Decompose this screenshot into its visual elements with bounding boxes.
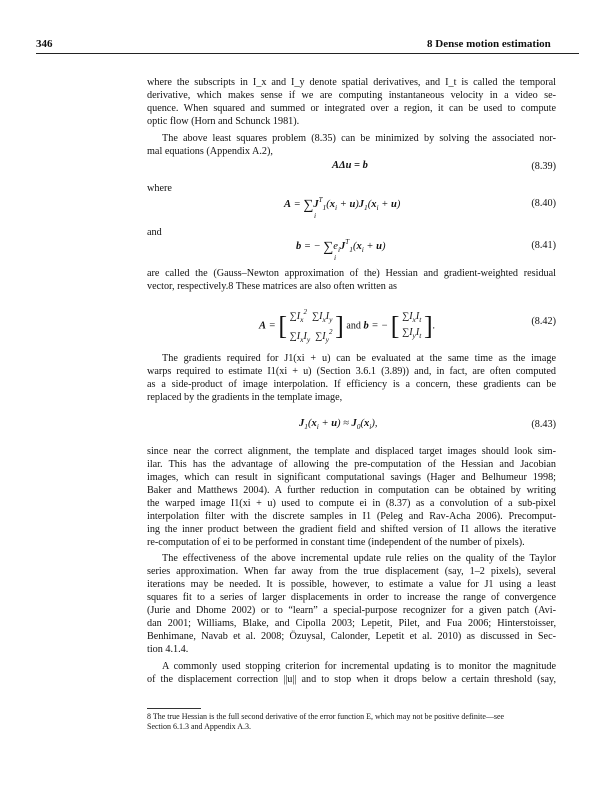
text-line: (Jurie and Dhome 2002) or to “learn” a special-purpose recognizer for a given patch (Avi- xyxy=(147,605,556,616)
text-line: series approximation. When far away from the true displacement (say, 1–2 pixels), several xyxy=(147,566,556,577)
text-line: The gradients required for J1(xi + u) can be evaluated at the same time as the image xyxy=(162,353,556,364)
text-line: images, which can result in significant computational savings (Hager and Belhumeur 1998; xyxy=(147,472,556,483)
text-line: warps required to estimate I1(xi + u) (Section 3.6.1 (3.89)) and, in fact, are often computed xyxy=(147,366,556,377)
text-line: squares fit to a series of larger displacements in order to increase the range of convergence xyxy=(147,592,556,603)
equation-number: (8.39) xyxy=(531,161,556,172)
text-line: re-computation of ei to be performed in constant time (independent of the number of pixels). xyxy=(147,537,525,548)
text-line: vector, respectively.8 These matrices are also often written as xyxy=(147,281,397,292)
text-line: tion 4.1.4. xyxy=(147,644,189,655)
text-line: mal equations (Appendix A.2), xyxy=(147,146,273,157)
text-line: quence. When squared and summed or integrated over a region, it can be used to compute xyxy=(147,103,556,114)
text-line: Benhimane, Navab et al. 2008; Özuysal, Calonder, Lepetit et al. 2010) as discussed in Sec- xyxy=(147,631,556,642)
and-text: and xyxy=(346,320,361,332)
text-line: are called the (Gauss–Newton approximation of the) Hessian and gradient-weighted residual xyxy=(147,268,556,279)
footnote-line: 8 The true Hessian is the full second derivative of the error function E, which may not be positive definite—see xyxy=(147,712,505,721)
text-line: the warped image I1(xi + u) used to compute ei in (8.37) as a convolution of a sub-pixel xyxy=(147,498,556,509)
header-rule xyxy=(36,53,579,54)
text-line: dan 2001; Williams, Blake, and Cipolla 2003; Lepetit, Pilet, and Fua 2006; Hinterstoisser, xyxy=(147,618,556,629)
equation-number: (8.42) xyxy=(531,316,556,327)
text-line: A commonly used stopping criterion for incremental updating is to monitor the magnitude xyxy=(162,661,556,672)
text-line: derivative, which makes sense if we are computing instantaneous velocity in a video se- xyxy=(147,90,556,101)
equation-number: (8.40) xyxy=(531,198,556,209)
footnote-line: Section 6.1.3 and Appendix A.3. xyxy=(147,722,251,731)
equation-number: (8.43) xyxy=(531,419,556,430)
text-line: as a side-product of image interpolation. If efficiency is a concern, these gradients can be xyxy=(147,379,556,390)
text-line: iterations may be needed. It is possible, however, to estimate a value for J1 using a least xyxy=(147,579,556,590)
and-label: and xyxy=(147,227,162,238)
equation-8-42: A = [ $\sum I_x^2$ $\sum I_xI_y$ $\sum I_xI_y$ $\sum I_y^2$ ] and b = − [ $\sum I_xI_t$ $\sum I_yI_t$ ]. xyxy=(259,308,436,344)
text-line: ilar. This has the advantage of allowing the pre-computation of the Hessian and Jacobian xyxy=(147,459,556,470)
equation-number: (8.41) xyxy=(531,240,556,251)
text-line: since near the correct alignment, the template and displaced target images should look sim- xyxy=(147,446,556,457)
text-line: where the subscripts in I_x and I_y denote spatial derivatives, and I_t is called the temporal xyxy=(147,77,556,88)
equation-8-40: $A = \sum J^T_1(x_i + u)J_1(x_i + u)$ i xyxy=(284,196,401,220)
text-line: replaced by the gradients in the template image, xyxy=(147,392,343,403)
text-line: Baker and Matthews 2004). A further reduction in computation can be obtained by writing xyxy=(147,485,556,496)
text-line: ing the inner product between the gradient field and shifted version of I1 allows the iterative xyxy=(147,524,556,535)
text-line: The effectiveness of the above incremental update rule relies on the quality of the Taylor xyxy=(162,553,556,564)
equation-8-41: b = − $\sum e_iJ^T_1(x_i + u)$ i xyxy=(296,238,386,262)
equation-8-39: AΔu = b xyxy=(332,160,368,171)
equation-8-43: $J_1(x_i + u) \approx J_0(x_i)$, xyxy=(299,418,378,431)
text-line: The above least squares problem (8.35) can be minimized by solving the associated nor- xyxy=(162,133,556,144)
where-label: where xyxy=(147,183,172,194)
running-header: 8 Dense motion estimation xyxy=(427,38,551,50)
footnote-rule xyxy=(147,708,201,709)
text-line: of the displacement correction ||u|| and to stop when it drops below a certain threshold (say, xyxy=(147,674,556,685)
text-line: optic flow (Horn and Schunck 1981). xyxy=(147,116,300,127)
page-number: 346 xyxy=(36,38,53,50)
text-line: interpolation filter with the discrete samples in I1 (Peleg and Rav-Acha 2006). Precomput- xyxy=(147,511,556,522)
